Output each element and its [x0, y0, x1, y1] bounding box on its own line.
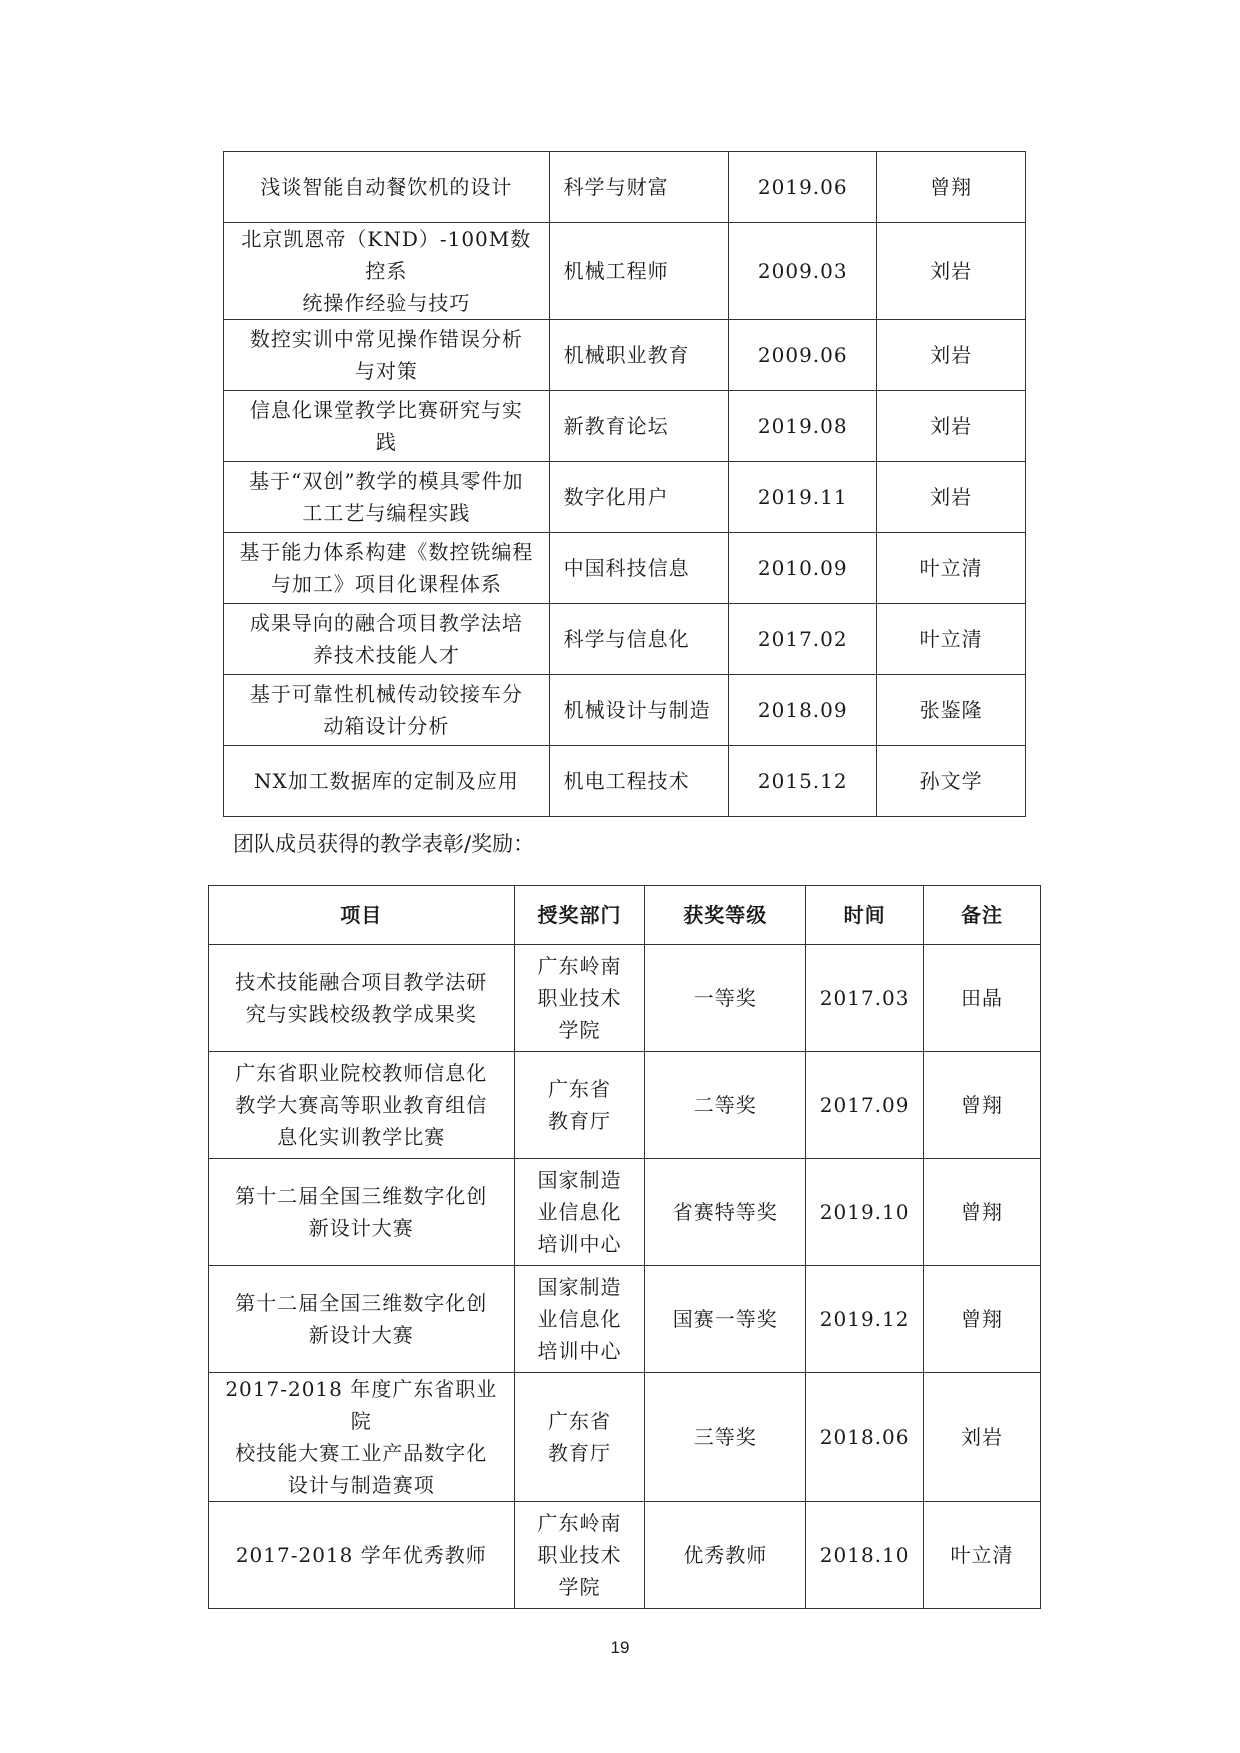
award-note: 曾翔: [924, 1052, 1041, 1159]
table-row: [224, 746, 1026, 817]
table-row: [224, 604, 1026, 675]
paper-author: 刘岩: [877, 391, 1026, 462]
paper-title: 信息化课堂教学比赛研究与实 践: [224, 391, 550, 462]
papers-table: [223, 151, 1026, 817]
header-note: 备注: [924, 886, 1041, 945]
award-level: 优秀教师: [645, 1502, 806, 1609]
paper-date: 2015.12: [729, 746, 877, 817]
award-date: 2019.12: [806, 1266, 924, 1373]
award-dept: 国家制造 业信息化 培训中心: [514, 1159, 645, 1266]
award-project: 第十二届全国三维数字化创 新设计大赛: [209, 1159, 515, 1266]
paper-title: 数控实训中常见操作错误分析 与对策: [224, 320, 550, 391]
paper-date: 2009.03: [729, 223, 877, 320]
award-level: 二等奖: [645, 1052, 806, 1159]
paper-title: 浅谈智能自动餐饮机的设计: [224, 152, 550, 223]
paper-journal: 机械设计与制造: [549, 675, 729, 746]
header-dept: 授奖部门: [514, 886, 645, 945]
award-dept: 广东省 教育厅: [514, 1373, 645, 1502]
paper-journal: 机械工程师: [549, 223, 729, 320]
paper-author: 刘岩: [877, 462, 1026, 533]
table-row: [224, 533, 1026, 604]
paper-title: 北京凯恩帝（KND）-100M数控系 统操作经验与技巧: [224, 223, 550, 320]
award-level: 省赛特等奖: [645, 1159, 806, 1266]
award-dept: 广东省 教育厅: [514, 1052, 645, 1159]
paper-date: 2018.09: [729, 675, 877, 746]
paper-author: 孙文学: [877, 746, 1026, 817]
paper-journal: 科学与信息化: [549, 604, 729, 675]
paper-journal: 机电工程技术: [549, 746, 729, 817]
paper-title: NX加工数据库的定制及应用: [224, 746, 550, 817]
award-project: 2017-2018 学年优秀教师: [209, 1502, 515, 1609]
paper-date: 2009.06: [729, 320, 877, 391]
paper-title: 基于能力体系构建《数控铣编程 与加工》项目化课程体系: [224, 533, 550, 604]
paper-date: 2010.09: [729, 533, 877, 604]
paper-date: 2019.11: [729, 462, 877, 533]
table-row: [224, 320, 1026, 391]
table-row: [209, 1159, 1041, 1266]
table-row: [224, 223, 1026, 320]
award-level: 国赛一等奖: [645, 1266, 806, 1373]
paper-date: 2017.02: [729, 604, 877, 675]
paper-author: 叶立清: [877, 604, 1026, 675]
awards-intro-text: 团队成员获得的教学表彰/奖励：: [233, 832, 535, 856]
paper-journal: 中国科技信息: [549, 533, 729, 604]
paper-journal: 机械职业教育: [549, 320, 729, 391]
award-note: 曾翔: [924, 1266, 1041, 1373]
paper-author: 叶立清: [877, 533, 1026, 604]
award-level: 三等奖: [645, 1373, 806, 1502]
paper-author: 刘岩: [877, 320, 1026, 391]
award-note: 刘岩: [924, 1373, 1041, 1502]
award-note: 田晶: [924, 945, 1041, 1052]
award-note: 叶立清: [924, 1502, 1041, 1609]
paper-author: 刘岩: [877, 223, 1026, 320]
table-row: [209, 1266, 1041, 1373]
table-row: [224, 391, 1026, 462]
table-row: [209, 1502, 1041, 1609]
award-project: 第十二届全国三维数字化创 新设计大赛: [209, 1266, 515, 1373]
paper-author: 张鉴隆: [877, 675, 1026, 746]
table-row: [209, 945, 1041, 1052]
table-row: [224, 462, 1026, 533]
award-project: 技术技能融合项目教学法研 究与实践校级教学成果奖: [209, 945, 515, 1052]
award-dept: 广东岭南 职业技术 学院: [514, 945, 645, 1052]
award-date: 2017.03: [806, 945, 924, 1052]
table-header-row: [209, 886, 1041, 945]
award-dept: 国家制造 业信息化 培训中心: [514, 1266, 645, 1373]
paper-journal: 科学与财富: [549, 152, 729, 223]
awards-table: [208, 885, 1041, 1609]
table-row: [209, 1373, 1041, 1502]
award-date: 2017.09: [806, 1052, 924, 1159]
paper-journal: 新教育论坛: [549, 391, 729, 462]
award-date: 2019.10: [806, 1159, 924, 1266]
paper-title: 基于可靠性机械传动铰接车分 动箱设计分析: [224, 675, 550, 746]
table-row: [224, 675, 1026, 746]
award-date: 2018.06: [806, 1373, 924, 1502]
table-row: [209, 1052, 1041, 1159]
award-date: 2018.10: [806, 1502, 924, 1609]
header-date: 时间: [806, 886, 924, 945]
award-note: 曾翔: [924, 1159, 1041, 1266]
paper-title: 成果导向的融合项目教学法培 养技术技能人才: [224, 604, 550, 675]
award-project: 2017-2018 年度广东省职业院 校技能大赛工业产品数字化 设计与制造赛项: [209, 1373, 515, 1502]
paper-date: 2019.06: [729, 152, 877, 223]
header-level: 获奖等级: [645, 886, 806, 945]
header-project: 项目: [209, 886, 515, 945]
paper-author: 曾翔: [877, 152, 1026, 223]
paper-date: 2019.08: [729, 391, 877, 462]
table-row: [224, 152, 1026, 223]
award-level: 一等奖: [645, 945, 806, 1052]
paper-journal: 数字化用户: [549, 462, 729, 533]
paper-title: 基于“双创”教学的模具零件加 工工艺与编程实践: [224, 462, 550, 533]
page-number: 19: [610, 1638, 630, 1657]
award-dept: 广东岭南 职业技术 学院: [514, 1502, 645, 1609]
award-project: 广东省职业院校教师信息化 教学大赛高等职业教育组信 息化实训教学比赛: [209, 1052, 515, 1159]
